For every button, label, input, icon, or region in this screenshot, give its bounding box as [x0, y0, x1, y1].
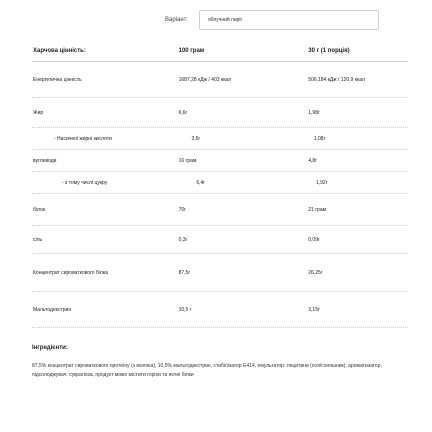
value-100g: 70г	[178, 206, 186, 213]
nutrient-name: - Насичені жирні кислоти	[54, 135, 112, 142]
value-portion: 1,98г	[308, 109, 320, 116]
value-portion: 26,25г	[308, 269, 323, 276]
value-100g: 3,6г	[191, 135, 201, 142]
table-row	[32, 62, 408, 98]
value-100g: 16 грам	[178, 157, 197, 164]
value-portion: 1,08г	[313, 135, 326, 142]
value-portion: 1,92г	[315, 179, 328, 186]
nutrient-name: Концентрат сироваткового білка	[33, 269, 108, 276]
value-100g: 10,5 г	[178, 306, 192, 313]
value-100g: 1687,28 кДж / 403 ккал	[178, 76, 232, 83]
nutrient-name: Енергетична цінність	[33, 76, 82, 83]
variant-dropdown[interactable]: яблучний пиріг	[199, 10, 379, 30]
nutrient-name: вуглеводи	[33, 157, 57, 164]
table-row	[32, 292, 408, 328]
variant-label: Варіант:	[165, 17, 189, 23]
nutrient-name: білок	[33, 206, 45, 213]
value-100g: 6,4г	[196, 179, 206, 186]
header-100g: 100 грам	[178, 47, 205, 54]
value-100g: 87,5г	[178, 269, 191, 276]
nutrient-name: Жир	[33, 109, 44, 116]
table-row	[32, 150, 408, 172]
table-row	[32, 98, 408, 128]
table-row	[32, 172, 408, 194]
nutrition-table-header	[32, 40, 408, 62]
nutrient-name: - з тому числі цукру	[62, 179, 108, 186]
header-nutrition: Харчова цінність:	[33, 47, 86, 54]
header-portion: 30 г (1 порція)	[308, 47, 350, 54]
ingredients-title: Інгредієнти:	[32, 345, 68, 351]
value-100g: 6,6г	[178, 109, 188, 116]
table-row	[32, 128, 408, 150]
value-100g: 0,3г	[178, 236, 188, 243]
ingredients-text: 87,5% концентрат сироваткового протеїну (з молока), 10,5% мальтодекстрин, стабілізатор E414, емульгатор: лецитини (соя/соняшник), ароматизатор, підсолоджувач: сукралоза, продукт може містити горіхи та яєчні білки	[32, 363, 382, 378]
variant-selector	[165, 6, 379, 34]
table-row	[32, 194, 408, 226]
nutrient-name: сіль	[33, 236, 43, 243]
table-row	[32, 226, 408, 254]
value-portion: 3,15г	[308, 306, 320, 313]
value-portion: 506,184 кДж / 120,9 ккал	[308, 76, 365, 83]
value-portion: 0,09г	[308, 236, 320, 243]
value-portion: 21 грам	[308, 206, 327, 213]
nutrition-table	[32, 40, 408, 328]
value-portion: 4,8г	[308, 157, 318, 164]
table-row	[32, 254, 408, 292]
nutrient-name: Мальтодекстрин	[33, 306, 72, 313]
